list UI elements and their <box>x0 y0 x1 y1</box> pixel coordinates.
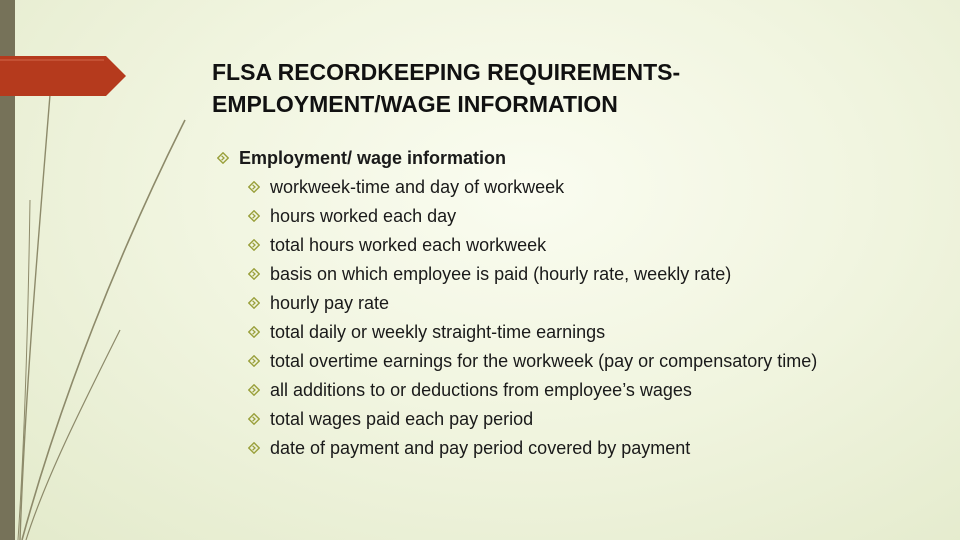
sub-bullet <box>214 289 914 318</box>
sub-bullet-text: workweek-time and day of workweek <box>270 177 565 197</box>
diamond-bullet-icon <box>248 413 260 425</box>
sub-bullet <box>214 318 914 347</box>
sub-bullet <box>214 173 914 202</box>
diamond-bullet-icon <box>248 268 260 280</box>
diamond-bullet-icon <box>248 210 260 222</box>
sub-bullet <box>214 405 914 434</box>
diamond-bullet-icon <box>248 442 260 454</box>
bullet-main <box>214 144 914 173</box>
bullet-list <box>214 144 914 463</box>
sub-bullet <box>214 202 914 231</box>
sub-bullet <box>214 231 914 260</box>
slide-title-line-2: EMPLOYMENT/WAGE INFORMATION <box>212 91 618 117</box>
diamond-bullet-icon <box>248 326 260 338</box>
bullet-main-text: Employment/ wage information <box>239 148 507 168</box>
diamond-bullet-icon <box>248 355 260 367</box>
diamond-bullet-icon <box>248 384 260 396</box>
sub-bullet-text: total overtime earnings for the workweek (pay or compensatory time) <box>270 351 818 371</box>
diamond-bullet-icon <box>248 239 260 251</box>
sub-bullet-text: basis on which employee is paid (hourly rate, weekly rate) <box>270 264 732 284</box>
title-accent-arrow <box>0 56 126 96</box>
diamond-bullet-icon <box>217 152 229 164</box>
slide-title <box>212 56 912 120</box>
diamond-bullet-icon <box>248 297 260 309</box>
sub-bullet <box>214 260 914 289</box>
sub-bullet-text: total hours worked each workweek <box>270 235 547 255</box>
sub-bullet <box>214 434 914 463</box>
sub-bullet-text: all additions to or deductions from employee’s wages <box>270 380 692 400</box>
slide-title-line-1: FLSA RECORDKEEPING REQUIREMENTS- <box>212 59 681 85</box>
sub-bullet-text: hours worked each day <box>270 206 457 226</box>
sub-bullet <box>214 347 914 376</box>
diamond-bullet-icon <box>248 181 260 193</box>
sub-bullet <box>214 376 914 405</box>
sub-bullet-text: total daily or weekly straight-time earnings <box>270 322 606 342</box>
sub-bullet-text: hourly pay rate <box>270 293 390 313</box>
sub-bullet-text: total wages paid each pay period <box>270 409 534 429</box>
sub-bullet-text: date of payment and pay period covered by payment <box>270 438 691 458</box>
